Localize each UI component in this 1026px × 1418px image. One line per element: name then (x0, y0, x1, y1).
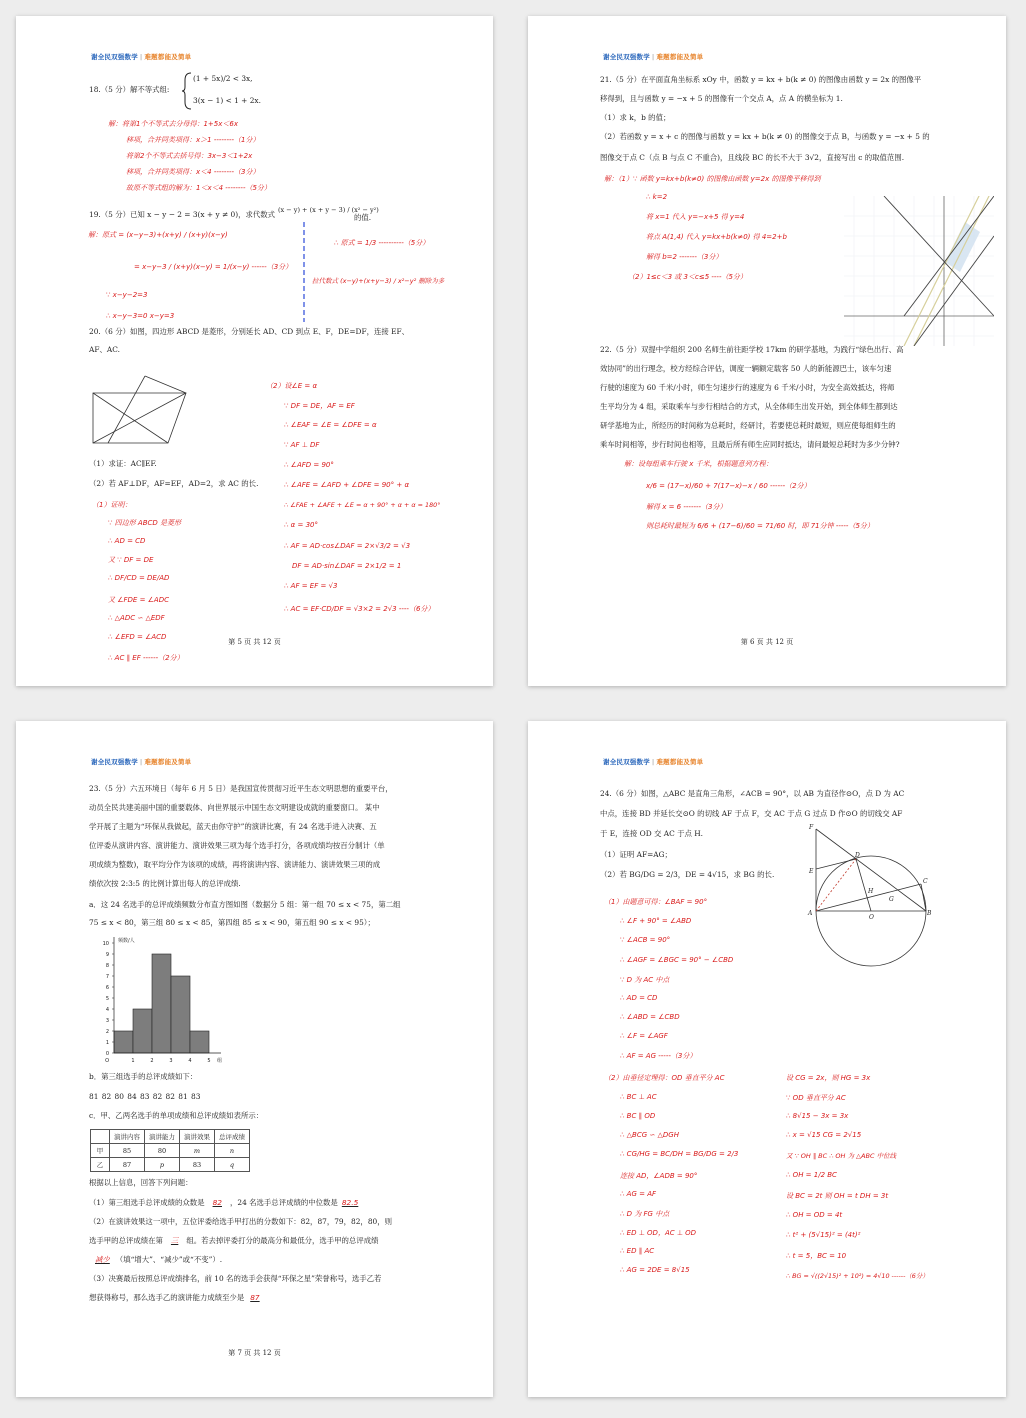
q23-a-line2: 75 ≤ x < 80，第三组 80 ≤ x < 85，第四组 85 ≤ x < 90，第五组 90 ≤ x < 95）； (89, 918, 375, 927)
hw20a-line: ∴ AD = CD (108, 537, 146, 545)
q20-part1: （1）求证：AC∥EF. (89, 459, 157, 468)
q23-ask: 根据以上信息，回答下列问题： (89, 1178, 193, 1187)
hw24b-line: ∴ CG/HG = BC/DH = BG/DG = 2/3 (620, 1150, 739, 1158)
x-tick-label: 1 (131, 1058, 135, 1064)
hw20a-line: ∵ 四边形 ABCD 是菱形 (108, 519, 181, 527)
q23-c: c．甲、乙两名选手的单项成绩和总评成绩如表所示： (89, 1111, 264, 1120)
y-tick-label: 5 (105, 996, 109, 1002)
hw22-line: x/6 = (17−x)/60 + 7(17−x)−x / 60 ------（2分） (646, 482, 811, 490)
table-cell: 80 (145, 1144, 180, 1158)
svg-text:C: C (923, 878, 928, 885)
svg-text:O: O (869, 914, 874, 921)
table-cell: m (180, 1144, 215, 1158)
q18-ineq2: 3(x − 1) < 1 + 2x. (193, 96, 261, 105)
hw24a-line: ∵ ∠ACB = 90° (620, 936, 671, 944)
q23-answer3b (89, 1288, 266, 1307)
q23-b: b．第三组选手的总评成绩如下： (89, 1072, 198, 1081)
svg-text:H: H (868, 888, 874, 895)
hw22-line: 解得 x = 6 -------（3分） (646, 503, 727, 511)
origin-label: O (105, 1058, 109, 1064)
q23-answer2a: （2）在演讲效果这一项中，五位评委给选手甲打出的分数如下：82，87，79，82，80，则 (89, 1217, 393, 1226)
hw24a-line: ∴ ∠ABD = ∠CBD (620, 1013, 680, 1021)
hw18-line: 移项，合并同类项得：x＞1 --------（1分） (126, 136, 260, 144)
table-row (91, 1158, 250, 1172)
hw20b-line: ∴ ∠FAE + ∠AFE + ∠E = α + 90° + α + α = 180° (284, 501, 441, 509)
q23-line: 学开展了主题为“环保从我做起，蓝天由你守护”的演讲比赛，有 24 名选手进入决赛、五 (89, 822, 377, 831)
divider (302, 222, 306, 322)
hw20a-line: ∴ DF/CD = DE/AD (108, 574, 170, 582)
hw24c-line: ∴ t = 5，BC = 10 (786, 1252, 847, 1260)
q23-answer2c (89, 1250, 222, 1269)
page-footer: 第 7 页 共 12 页 (228, 1349, 281, 1357)
hw24c-line: 设 CG = 2x，则 HG = 3x (786, 1074, 871, 1082)
brand-header: 谢全民双强数学 | 难题都能及简单 (603, 758, 704, 766)
hw24b-line: 连接 AD，∠ADB = 90° (620, 1172, 698, 1180)
hw24b-line: ∴ AG = 2DE = 8√15 (620, 1266, 690, 1274)
page-7 (16, 721, 493, 1397)
q23-a-line1: a．这 24 名选手的总评成绩频数分布直方图如图（数据分 5 组：第一组 70 ≤ x < 75，第二组 (89, 900, 401, 909)
answer2-change: 减少 (95, 1255, 110, 1264)
brand-name: 谢全民双强数学 (603, 53, 650, 61)
brand-header: 谢全民双强数学 | 难题都能及简单 (91, 758, 192, 766)
y-tick-label: 4 (105, 1007, 109, 1013)
x-axis-label: 组 (217, 1058, 223, 1064)
y-tick-label: 0 (105, 1051, 109, 1057)
y-tick-label: 7 (105, 974, 109, 980)
q21-part2: （2）若函数 y = x + c 的图像与函数 y = kx + b(k ≠ 0) 的图像交于点 B，与函数 y = −x + 5 的 (600, 132, 930, 141)
hw18-line: 解：将第1个不等式去分母得：1+5x＜6x (108, 120, 238, 128)
hw24a-line: ∴ ∠F + 90° = ∠ABD (620, 917, 692, 925)
hw21-line: （2）1≤c＜3 或 3＜c≤5 ----（5分） (628, 273, 747, 281)
y-tick-label: 6 (105, 985, 109, 991)
hw24a-line: ∴ ∠F = ∠AGF (620, 1032, 668, 1040)
answer1-text2: ，24 名选手总评成绩的中位数是 (229, 1198, 338, 1207)
x-tick-label: 3 (169, 1058, 173, 1064)
q18-text: 18.（5 分）解不等式组: (89, 85, 170, 94)
brand-tag: 难题都能及简单 (656, 758, 704, 766)
q23-line: 动员全民共建美丽中国的重要载体、向世界展示中国生态文明建设成就的重要窗口。 某中 (89, 803, 380, 812)
hw20b-line: ∴ AC = EF·CD/DF = √3×2 = 2√3 ----（6分） (284, 605, 435, 613)
page-5 (16, 16, 493, 686)
q22-line: 研学基地为止，所经历的时间称为总耗时，经研讨，若要使总耗时最短，则应使每组师生的 (600, 421, 896, 430)
brand-tag: 难题都能及简单 (144, 758, 192, 766)
hw24b-line: ∴ △BCG ∽ △DGH (620, 1131, 679, 1139)
y-tick-label: 8 (105, 963, 109, 969)
q24-line1: 24.（6 分）如图，△ABC 是直角三角形，∠ACB = 90°，以 AB 为直径作⊙O，点 D 为 AC (600, 789, 905, 798)
hw20b-line: DF = AD·sin∠DAF = 2×1/2 = 1 (292, 562, 402, 570)
q23-line: 项成绩为整数)，取平均分作为该项的成绩，再将演讲内容、演讲能力、演讲效果三项的成 (89, 860, 381, 869)
table-cell: q (215, 1158, 250, 1172)
brand-name: 谢全民双强数学 (603, 758, 650, 766)
q23-answer2b (89, 1231, 379, 1250)
table-cell: 85 (110, 1144, 145, 1158)
q24-line3: 于 E，连接 OD 交 AC 于点 H. (600, 829, 703, 838)
hw24c-line: ∴ OH = 1/2 BC (786, 1171, 837, 1179)
brace-icon (181, 72, 193, 110)
answer2-text2: 组。若去掉评委打分的最高分和最低分，选手甲的总评成绩 (186, 1236, 379, 1245)
hw20a-line: ∴ ∠EFD = ∠ACD (108, 633, 167, 641)
brand-header: 谢全民双强数学 | 难题都能及简单 (91, 53, 192, 61)
hw24b-line: ∴ ED ⊥ OD，AC ⊥ OD (620, 1229, 697, 1237)
hw24a-line: ∴ ∠AGF = ∠BGC = 90° − ∠CBD (620, 956, 734, 964)
x-tick-label: 4 (188, 1058, 192, 1064)
hw24c-line: ∴ OH = OD = 4t (786, 1211, 843, 1219)
hw21-line: ∴ k=2 (646, 193, 668, 201)
brand-tag: 难题都能及简单 (656, 53, 704, 61)
q22-line: 生平均分为 4 组，采取乘车与步行相结合的方式，从全体师生出发开始，到全体师生都到达 (600, 402, 898, 411)
y-tick-label: 10 (102, 941, 109, 947)
hw20b-line: ∵ AF ⊥ DF (284, 441, 320, 449)
page-6 (528, 16, 1006, 686)
hw20b-line: ∴ ∠AFD = 90° (284, 461, 334, 469)
hw20a-line: （1）证明： (92, 501, 132, 509)
y-tick-label: 9 (105, 952, 109, 958)
y-tick-label: 1 (105, 1040, 109, 1046)
hw24c-line: 设 BC = 2t 则 OH = t DH = 3t (786, 1192, 889, 1200)
hw20b-line: （2）设∠E = α (266, 382, 318, 390)
table-row (91, 1144, 250, 1158)
answer2-text: 选手甲的总评成绩在第 (89, 1236, 163, 1245)
histogram-bar (133, 1009, 152, 1053)
histogram-chart (78, 933, 223, 1067)
hw24a-line: ∴ AF = AG -----（3分） (620, 1052, 697, 1060)
q20-part2: （2）若 AF⊥DF，AF=EF，AD=2，求 AC 的长. (89, 479, 259, 488)
hw20b-line: ∴ α = 30° (284, 521, 319, 529)
q23-line: 绩依次按 2:3:5 的比例计算出每人的总评成绩. (89, 879, 241, 888)
hw22-line: 则总耗时最短为 6/6 + (17−6)/60 = 71/60 时，即 71分钟 -----（5分） (646, 522, 874, 530)
answer1-median: 82.5 (341, 1198, 359, 1207)
hw20b-line: ∴ ∠AFE = ∠AFD + ∠DFE = 90° + α (284, 481, 410, 489)
page-footer: 第 5 页 共 12 页 (228, 638, 281, 646)
hw18-line: 将第2个不等式去括号得：3x−3＜1+2x (126, 152, 253, 160)
brand-name: 谢全民双强数学 (91, 758, 138, 766)
svg-text:F: F (809, 824, 814, 831)
hw20a-line: ∴ △ADC ∽ △EDF (108, 614, 165, 622)
hw20a-line: 又 ∠FDE = ∠ADC (108, 596, 169, 604)
hw19-line: 解：原式 = (x−y−3)+(x+y) / (x+y)(x−y) (88, 231, 228, 239)
hw19-line: 拉代数式 (x−y)+(x+y−3) / x²−y² 删除为多 (312, 277, 445, 285)
table-header-row (91, 1130, 250, 1144)
hw21-line: 将点 A(1,4) 代入 y=kx+b(k≠0) 得 4=2+b (646, 233, 787, 241)
answer1-text: （1）第三组选手总评成绩的众数是 (89, 1198, 205, 1207)
svg-text:G: G (889, 896, 894, 903)
histogram-bar (171, 976, 190, 1053)
hw20b-line: ∴ ∠EAF = ∠E = ∠DFE = α (284, 421, 377, 429)
hw24c-line: ∵ OD 垂直平分 AC (786, 1094, 846, 1102)
histogram-bar (114, 1031, 133, 1053)
hw19-line: = x−y−3 / (x+y)(x−y) = 1/(x−y) ------（3分） (134, 263, 293, 271)
q23-answer3a: （3）决赛最后按照总评成绩排名，前 10 名的选手会获得“环保之星”荣誉称号，选手乙若 (89, 1274, 382, 1283)
q21-part2b: 图像交于点 C（点 B 与点 C 不重合)，且线段 BC 的长不大于 3√2，直接写出 c 的取值范围. (600, 153, 905, 162)
hw24b-line: ∴ ED ∥ AC (620, 1247, 655, 1255)
hw24c-line: ∴ BG = √((2√15)² + 10²) = 4√10 ------（6分） (786, 1272, 929, 1280)
answer3-text: 想获得称号，那么选手乙的演讲能力成绩至少是 (89, 1293, 245, 1302)
hw24a-line: （1）由题意可得：∠BAF = 90° (604, 898, 708, 906)
q21-line2: 移得到，且与函数 y = −x + 5 的图像有一个交点 A，点 A 的横坐标为 1. (600, 94, 843, 103)
table-header: 演讲能力 (145, 1130, 180, 1144)
q23-line: 位评委从演讲内容、演讲能力、演讲效果三项为每个选手打分，各项成绩均按百分制计（单 (89, 841, 385, 850)
hw24b-line: ∴ D 为 FG 中点 (620, 1210, 670, 1218)
q19-tail: 的值. (354, 213, 372, 222)
q18-ineq1: (1 + 5x)/2 < 3x, (193, 74, 253, 83)
answer2-group: 三 (170, 1236, 179, 1245)
hw24b-line: （2）由垂径定理得：OD 垂直平分 AC (604, 1074, 725, 1082)
q22-line: 22.（5 分）双提中学组织 200 名师生前往距学校 17km 的研学基地，为践行“绿色出行、高 (600, 345, 904, 354)
q23-answer1 (89, 1193, 362, 1212)
hw18-line: 故原不等式组的解为：1＜x＜4 --------（5分） (126, 184, 271, 192)
table-header: 演讲内容 (110, 1130, 145, 1144)
hw24b-line: ∴ AG = AF (620, 1190, 657, 1198)
q21-part1: （1）求 k，b 的值； (600, 113, 671, 122)
brand-tag: 难题都能及简单 (144, 53, 192, 61)
answer1-mode: 82 (212, 1198, 222, 1207)
brand-header: 谢全民双强数学 | 难题都能及简单 (603, 53, 704, 61)
table-cell: n (215, 1144, 250, 1158)
table-header (91, 1130, 110, 1144)
svg-text:E: E (809, 868, 814, 875)
hw24b-line: ∴ BC ⊥ AC (620, 1093, 657, 1101)
table-header: 演讲效果 (180, 1130, 215, 1144)
score-table (90, 1129, 250, 1172)
hw19-line: ∴ x−y−3=0 x−y=3 (106, 312, 175, 320)
table-cell: p (145, 1158, 180, 1172)
hw24b-line: ∴ BC ∥ OD (620, 1112, 656, 1120)
x-tick-label: 2 (150, 1058, 154, 1064)
hw24a-line: ∴ AD = CD (620, 994, 658, 1002)
hw24c-line: 又 ∵ OH ∥ BC ∴ OH 为 △ABC 中位线 (786, 1152, 897, 1160)
q22-line: 行驶的速度为 60 千米/小时，师生匀速步行的速度为 6 千米/小时，为安全高效抵达，将师 (600, 383, 895, 392)
hw21-line: 解：（1）∵ 函数 y=kx+b(k≠0) 的图像由函数 y=2x 的图像平移得到 (604, 175, 821, 183)
x-tick-label: 5 (207, 1058, 211, 1064)
hw20b-line: ∴ AF = EF = √3 (284, 582, 338, 590)
hw24c-line: ∴ x = √15 CG = 2√15 (786, 1131, 862, 1139)
histogram-bar (190, 1031, 209, 1053)
hw20b-line: ∵ DF = DE，AF = EF (284, 402, 355, 410)
q22-line: 效协同”的出行理念，校方经综合评估，调度一辆额定载客 50 人的新能源巴士，该车匀速 (600, 364, 892, 373)
coordinate-graph (844, 196, 994, 346)
hw21-line: 将 x=1 代入 y=−x+5 得 y=4 (646, 213, 745, 221)
hw24a-line: ∵ D 为 AC 中点 (620, 976, 670, 984)
hw20a-line: 又 ∵ DF = DE (108, 556, 154, 564)
hw22-line: 解：设每组乘车行驶 x 千米，根据题意列方程： (624, 460, 773, 468)
q21-line1: 21.（5 分）在平面直角坐标系 xOy 中，函数 y = kx + b(k ≠ 0) 的图像由函数 y = 2x 的图像平 (600, 75, 922, 84)
circle-figure (806, 821, 936, 966)
hw19-line: ∴ 原式 = 1/3 ----------（5分） (334, 239, 430, 247)
table-header: 总评成绩 (215, 1130, 250, 1144)
y-axis-label: 频数/人 (118, 938, 135, 944)
histogram-bar (152, 954, 171, 1053)
rhombus-figure (88, 371, 198, 451)
hw24c-line: ∴ t² + (5√15)² = (4t)² (786, 1231, 861, 1239)
y-tick-label: 3 (105, 1018, 109, 1024)
answer2-text3: （填“增大”、“减少”或“不变”）. (115, 1255, 223, 1264)
hw18-line: 移项，合并同类项得：x＜4 --------（3分） (126, 168, 260, 176)
table-cell: 83 (180, 1158, 215, 1172)
page-footer: 第 6 页 共 12 页 (740, 638, 794, 646)
q20-line1: 20.（6 分）如图，四边形 ABCD 是菱形，分别延长 AD、CD 到点 E、F，DE=DF，连接 EF、 (89, 327, 410, 336)
y-tick-label: 2 (105, 1029, 109, 1035)
hw20b-line: ∴ AF = AD·cos∠DAF = 2×√3/2 = √3 (284, 542, 411, 550)
q24-part1: （1）证明 AF=AG； (600, 850, 672, 859)
q23-line: 23.（5 分）六五环境日（每年 6 月 5 日）是我国宣传贯彻习近平生态文明思想的重要平台， (89, 784, 393, 793)
brand-name: 谢全民双强数学 (91, 53, 138, 61)
page-8 (528, 721, 1006, 1397)
q23-b-scores: 81 82 80 84 83 82 82 81 83 (89, 1092, 201, 1101)
hw24c-line: ∴ 8√15 − 3x = 3x (786, 1112, 849, 1120)
svg-text:D: D (855, 852, 860, 859)
hw21-line: 解得 b=2 -------（3分） (646, 253, 723, 261)
hw20a-line: ∴ AC ∥ EF ------（2分） (108, 654, 184, 662)
table-cell: 乙 (91, 1158, 110, 1172)
q22-line: 乘车时间相等，步行时间也相等，且最后所有师生应同时抵达，请问最短总耗时为多少分钟? (600, 440, 900, 449)
table-cell: 甲 (91, 1144, 110, 1158)
q20-line2: AF、AC. (89, 345, 120, 354)
hw19-line: ∵ x−y−2=3 (106, 291, 148, 299)
svg-text:B: B (927, 910, 932, 917)
q19-text: 19.（5 分）已知 x − y − 2 = 3(x + y ≠ 0)，求代数式 (89, 210, 276, 219)
q24-line2: 中点，连接 BD 并延长交⊙O 的切线 AF 于点 F，交 AC 于点 G 过点 D 作⊙O 的切线交 AF (600, 809, 903, 818)
svg-text:A: A (808, 910, 813, 917)
q19-fraction: (x − y) + (x + y − 3) / (x² − y²) (278, 206, 379, 214)
answer3-value: 87 (250, 1293, 260, 1302)
q24-part2: （2）若 BG/DG = 2/3，DE = 4√15，求 BG 的长. (600, 870, 775, 879)
table-cell: 87 (110, 1158, 145, 1172)
